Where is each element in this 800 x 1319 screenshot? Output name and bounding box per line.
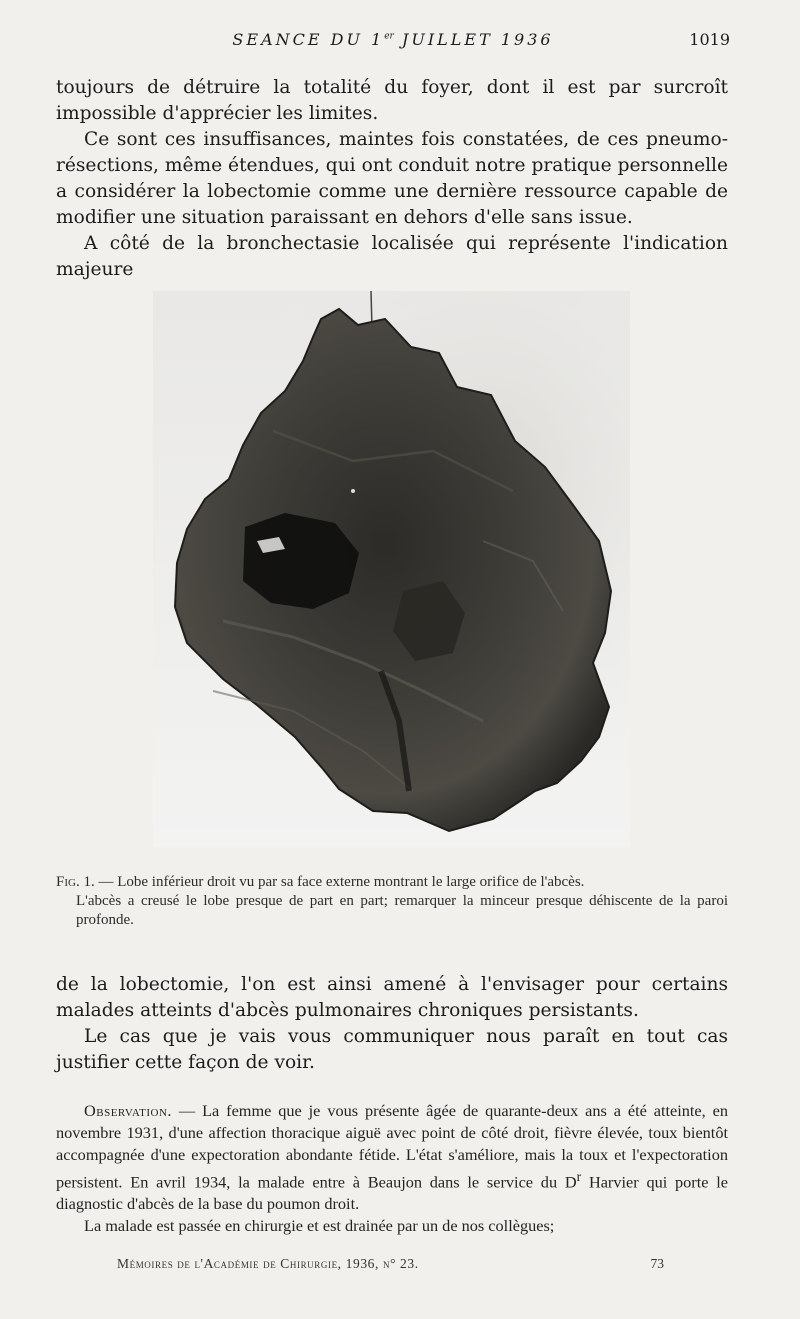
sheet-number: 73: [650, 1256, 664, 1271]
observation-paragraph: Observation. — La femme que je vous présente âgée de quarante-deux ans a été atteinte, en novembre 1931, d'une affection thoracique aiguë avec point de côté droit, fièvre élevée, toux bientôt accompagnée d'une expectoration abondante fétide. L'état s'améliore, mais la toux et l'expectoration persistent. En avril 1934, la malade entre à Beaujon dans le service du $D^r$ Harvier qui porte le diagnostic d'abcès de la base du poumon droit.: [56, 1101, 729, 1214]
journal-reference: Mémoires de l'Académie de Chirurgie, 1936, n° 23.: [117, 1256, 419, 1271]
lung-lobe-photo: [153, 291, 630, 847]
paragraph: A côté de la bronchectasie localisée qui représente l'indication majeure: [56, 233, 728, 280]
observation-paragraph: La malade est passée en chirurgie et est drainée par un de nos collègues;: [84, 1216, 555, 1236]
page-number: 1019: [689, 30, 730, 49]
paragraph: Le cas que je vais vous communiquer nous paraît en tout cas justifier cette façon de voir.: [56, 1026, 728, 1073]
figure-photo: [153, 291, 630, 847]
running-header: [56, 30, 730, 54]
page-footer: [117, 1256, 664, 1272]
caption-label: Fig. 1.: [56, 874, 95, 890]
body-text-middle: [56, 972, 728, 1076]
paragraph: Ce sont ces insuffisances, maintes fois constatées, de ces pneumo-résections, même étendues, qui ont conduit notre pratique personnelle a considérer la lobectomie comme une dernière ressource capable de modifier une situation paraissant en dehors d'elle sans issue.: [56, 129, 728, 228]
observation-label: Observation.: [84, 1101, 172, 1120]
figure-caption: [56, 873, 728, 930]
body-text-top: [56, 75, 728, 283]
observation-section: [56, 1100, 728, 1237]
running-title: SEANCE DU 1er JUILLET 1936: [232, 30, 554, 49]
caption-text: — Lobe inférieur droit vu par sa face externe montrant le large orifice de l'abcès.: [94, 874, 585, 890]
caption-continuation: L'abcès a creusé le lobe presque de part en part; remarquer la minceur presque déhiscente de la paroi profonde.: [76, 893, 728, 928]
paragraph: de la lobectomie, l'on est ainsi amené à l'envisager pour certains malades atteints d'abcès pulmonaires chroniques persistants.: [56, 974, 728, 1021]
paragraph: toujours de détruire la totalité du foyer, dont il est par surcroît impossible d'apprécier les limites.: [56, 77, 728, 124]
